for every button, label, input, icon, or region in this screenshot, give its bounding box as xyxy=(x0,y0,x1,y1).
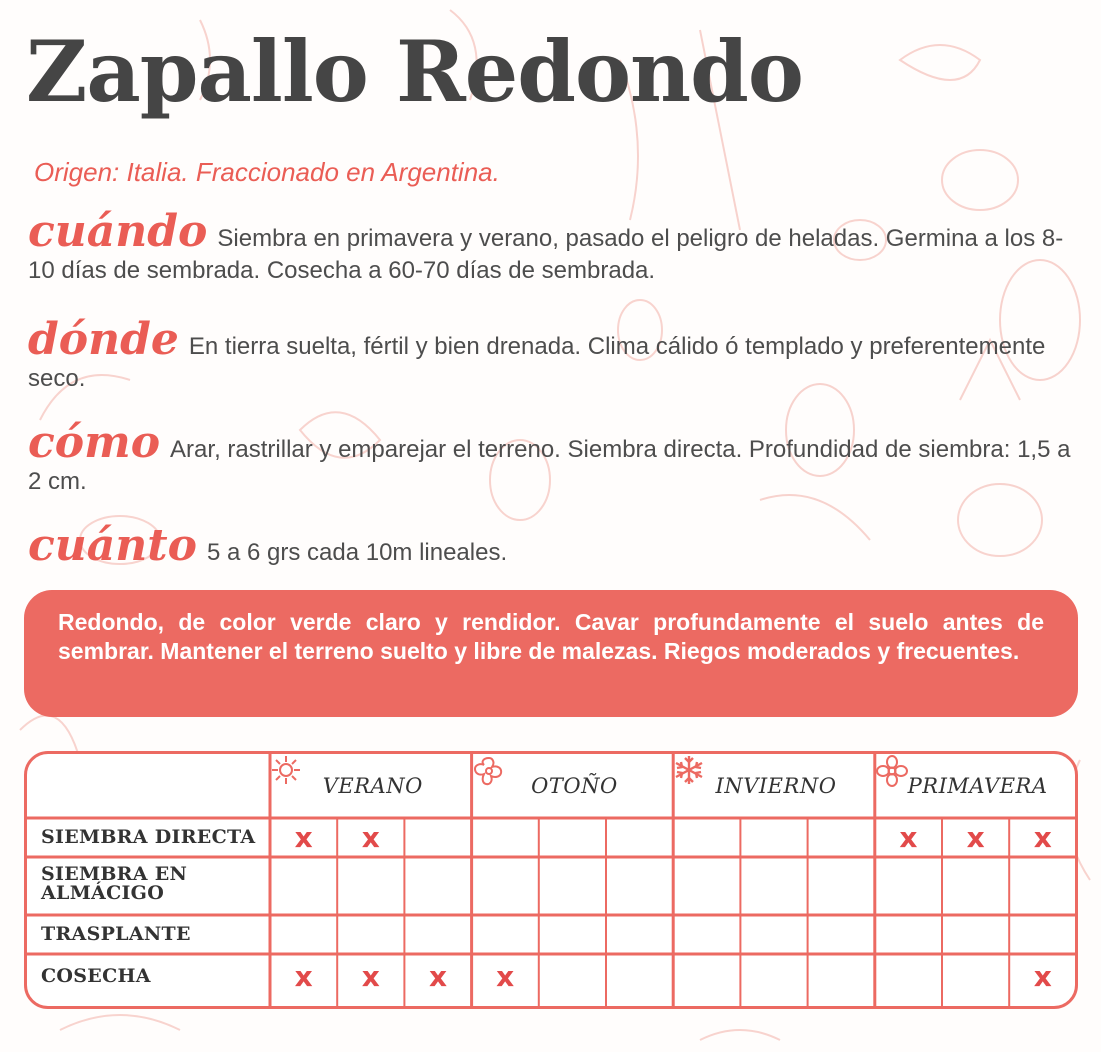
page-title: Zapallo Redondo xyxy=(26,22,803,121)
section-keyword: dónde xyxy=(28,314,179,365)
origin-note: Origen: Italia. Fraccionado en Argentina. xyxy=(34,157,500,187)
season-header-3 xyxy=(673,754,875,818)
section-keyword: cuánto xyxy=(28,520,197,571)
row-label: SIEMBRA DIRECTA xyxy=(41,826,256,848)
season-label: VERANO xyxy=(322,774,423,798)
section-how xyxy=(28,417,1088,498)
calendar-mark: x xyxy=(1033,959,1052,993)
season-label: PRIMAVERA xyxy=(907,774,1048,798)
calendar-mark: x xyxy=(966,820,985,854)
calendar-mark: x xyxy=(428,959,448,993)
season-header-4 xyxy=(875,754,1077,818)
row-label: TRASPLANTE xyxy=(41,923,191,945)
section-when xyxy=(28,206,1088,287)
section-how-much xyxy=(28,520,1088,571)
section-text: 5 a 6 grs cada 10m lineales. xyxy=(206,539,508,566)
calendar-mark: x xyxy=(496,959,515,993)
row-label: SIEMBRA EN ALMÁCIGO xyxy=(41,863,188,904)
calendar-mark: x xyxy=(1033,820,1052,854)
season-label: INVIERNO xyxy=(715,774,837,798)
calendar-mark: x xyxy=(361,820,380,854)
section-text: Arar, rastrillar y emparejar el terreno. Siembra directa. Profundidad de siembra: 1,5 a 2 cm. xyxy=(28,436,1071,495)
section-text: Siembra en primavera y verano, pasado el peligro de heladas. Germina a los 8-10 días de sembrada. Cosecha a 60-70 días de sembrada. xyxy=(28,225,1064,284)
season-header-1 xyxy=(270,754,472,818)
calendar-mark: x xyxy=(361,959,380,993)
calendar-mark: x xyxy=(294,959,313,993)
planting-calendar xyxy=(24,751,1078,1009)
season-label: OTOÑO xyxy=(531,774,618,798)
section-keyword: cómo xyxy=(28,417,161,468)
section-where xyxy=(28,314,1088,395)
section-text: En tierra suelta, fértil y bien drenada. Clima cálido ó templado y preferentemente seco. xyxy=(28,333,1046,392)
row-label: COSECHA xyxy=(41,965,151,987)
calendar-mark: x xyxy=(294,820,313,854)
calendar-mark: x xyxy=(899,820,918,854)
season-header-2 xyxy=(472,754,674,818)
description-banner: Redondo, de color verde claro y rendidor. Cavar profundamente el suelo antes de sembrar. Mantener el terreno suelto y libre de malezas. Riegos moderados y frecuentes. xyxy=(24,590,1078,717)
section-keyword: cuándo xyxy=(28,206,208,257)
